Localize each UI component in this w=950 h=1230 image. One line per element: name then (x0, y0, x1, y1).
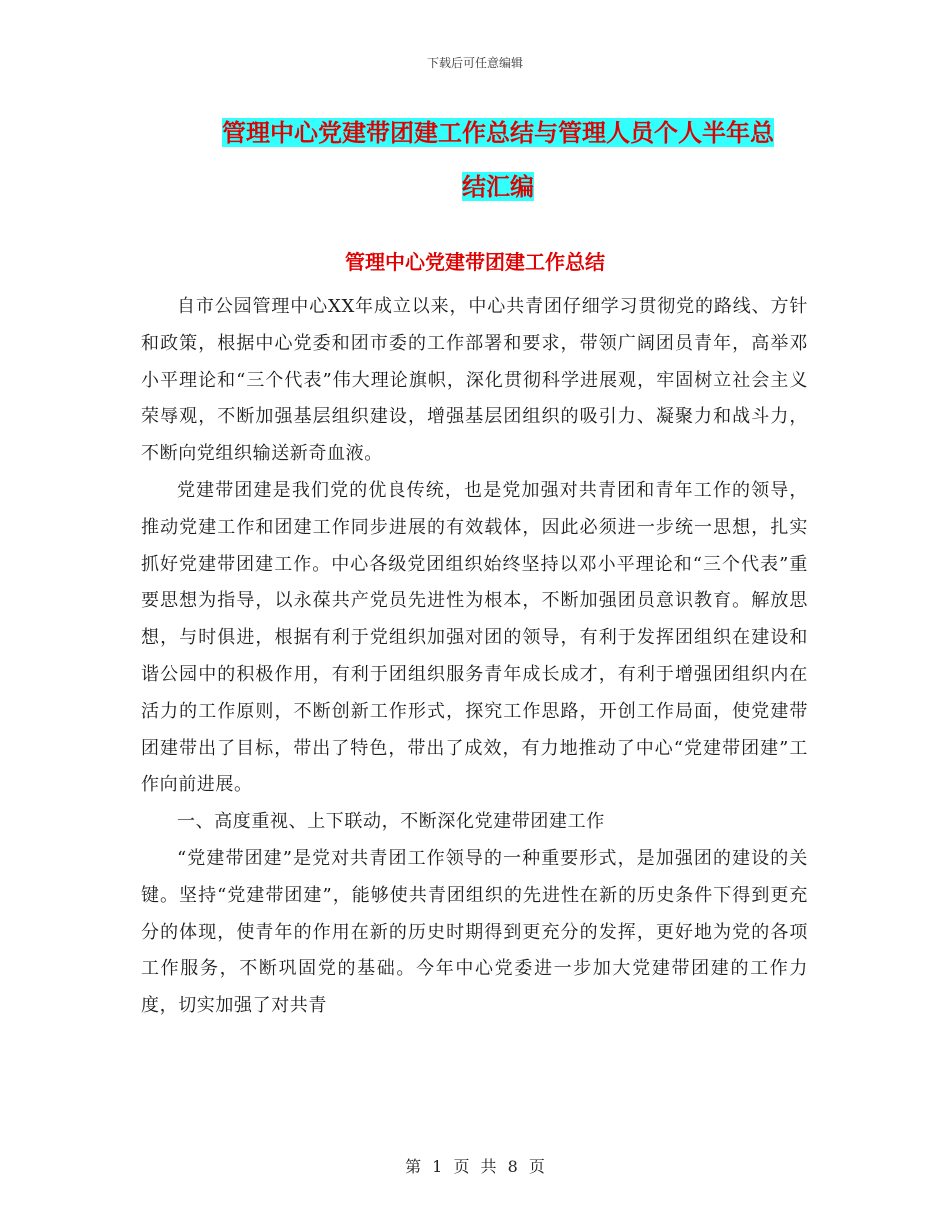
section-title: 管理中心党建带团建工作总结 (345, 250, 605, 274)
paragraph-3: “党建带团建”是党对共青团工作领导的一种重要形式，是加强团的建设的关键。坚持“党建带团建”，能够使共青团组织的先进性在新的历史条件下得到更充分的体现，使青年的作用在新的历史时期得到更充分的发挥，更好地为党的各项工作服务，不断巩固党的基础。今年中心党委进一步加大党建带团建的工作力度，切实加强了对共青 (141, 847, 808, 1017)
document-title (188, 106, 808, 214)
page-footer: 第 1 页 共 8 页 (405, 1157, 545, 1176)
paragraph-heading-1: 一、高度重视、上下联动，不断深化党建带团建工作 (177, 811, 605, 833)
document-title-line-1: 管理中心党建带团建工作总结与管理人员个人半年总 (222, 118, 774, 147)
body-text (141, 289, 808, 1025)
document-title-line-2: 结汇编 (462, 172, 534, 201)
paragraph-2: 党建带团建是我们党的优良传统，也是党加强对共青团和青年工作的领导，推动党建工作和团建工作同步进展的有效载体，因此必须进一步统一思想，扎实抓好党建带团建工作。中心各级党团组织始终坚持以邓小平理论和“三个代表”重要思想为指导，以永葆共产党员先进性为根本，不断加强团员意识教育。解放思想，与时俱进，根据有利于党组织加强对团的领导，有利于发挥团组织在建设和谐公园中的积极作用，有利于团组织服务青年成长成才，有利于增强团组织内在活力的工作原则，不断创新工作形式，探究工作思路，开创工作局面，使党建带团建带出了目标，带出了特色，带出了成效，有力地推动了中心“党建带团建”工作向前进展。 (141, 479, 808, 796)
header-note: 下载后可任意编辑 (426, 56, 523, 70)
paragraph-1: 自市公园管理中心XX年成立以来，中心共青团仔细学习贯彻党的路线、方针和政策，根据中心党委和团市委的工作部署和要求，带领广阔团员青年，高举邓小平理论和“三个代表”伟大理论旗帜，深化贯彻科学进展观，牢固树立社会主义荣辱观，不断加强基层组织建设，增强基层团组织的吸引力、凝聚力和战斗力，不断向党组织输送新奇血液。 (141, 296, 808, 465)
